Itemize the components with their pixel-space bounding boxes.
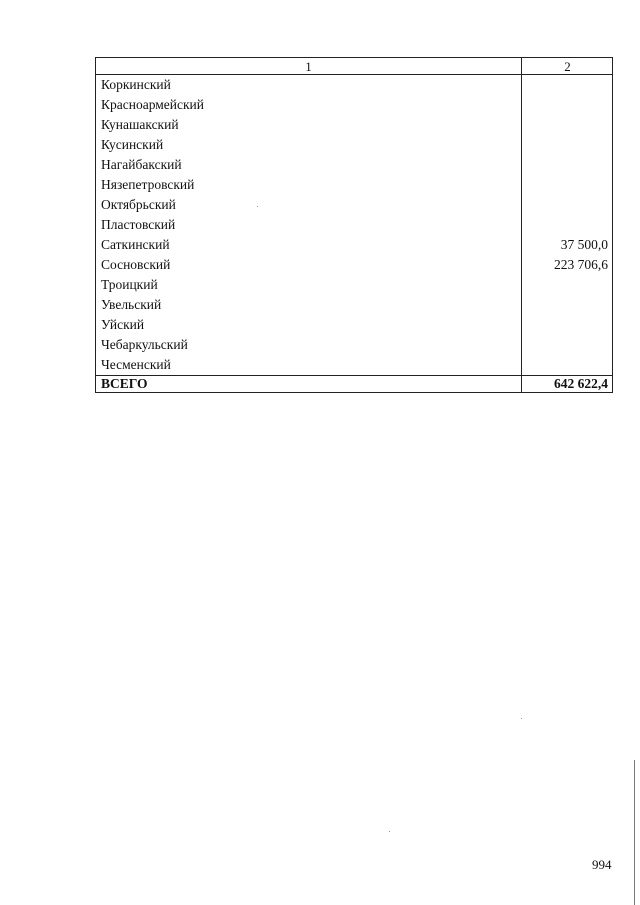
district-name: Нязепетровский <box>96 175 522 195</box>
district-name: Пластовский <box>96 215 522 235</box>
budget-table <box>95 57 613 393</box>
table-row <box>96 295 613 315</box>
district-name: Саткинский <box>96 235 522 255</box>
column-header-2: 2 <box>522 58 613 75</box>
page-number: 994 <box>592 857 612 872</box>
scan-speck <box>389 831 390 832</box>
district-value <box>522 115 613 135</box>
district-name: Красноармейский <box>96 95 522 115</box>
total-value: 642 622,4 <box>522 376 613 393</box>
district-value <box>522 155 613 175</box>
district-value <box>522 295 613 315</box>
district-name: Коркинский <box>96 75 522 96</box>
district-value <box>522 95 613 115</box>
table-row <box>96 335 613 355</box>
scan-speck <box>257 206 258 207</box>
table-row <box>96 175 613 195</box>
district-name: Чебаркульский <box>96 335 522 355</box>
district-name: Нагайбакский <box>96 155 522 175</box>
table-row <box>96 95 613 115</box>
district-name: Троицкий <box>96 275 522 295</box>
table-header-row <box>96 58 613 75</box>
district-value: 223 706,6 <box>522 255 613 275</box>
table-row <box>96 115 613 135</box>
table-row <box>96 135 613 155</box>
district-value <box>522 315 613 335</box>
table-row <box>96 355 613 376</box>
table-row <box>96 235 613 255</box>
table-row <box>96 255 613 275</box>
district-value <box>522 355 613 376</box>
scan-edge-line <box>634 760 635 905</box>
district-name: Чесменский <box>96 355 522 376</box>
district-name: Кусинский <box>96 135 522 155</box>
column-header-1: 1 <box>96 58 522 75</box>
district-name: Октябрьский <box>96 195 522 215</box>
table-row <box>96 275 613 295</box>
table-row <box>96 155 613 175</box>
district-value <box>522 175 613 195</box>
table-row <box>96 315 613 335</box>
district-value <box>522 275 613 295</box>
district-name: Кунашакский <box>96 115 522 135</box>
scan-speck <box>521 718 522 719</box>
district-value <box>522 135 613 155</box>
district-value <box>522 335 613 355</box>
district-value <box>522 75 613 96</box>
district-value <box>522 215 613 235</box>
district-name: Уйский <box>96 315 522 335</box>
district-name: Сосновский <box>96 255 522 275</box>
district-name: Увельский <box>96 295 522 315</box>
table-row <box>96 195 613 215</box>
total-label: ВСЕГО <box>96 376 522 393</box>
table-row <box>96 215 613 235</box>
total-row <box>96 376 613 393</box>
table-row <box>96 75 613 96</box>
district-value <box>522 195 613 215</box>
district-value: 37 500,0 <box>522 235 613 255</box>
